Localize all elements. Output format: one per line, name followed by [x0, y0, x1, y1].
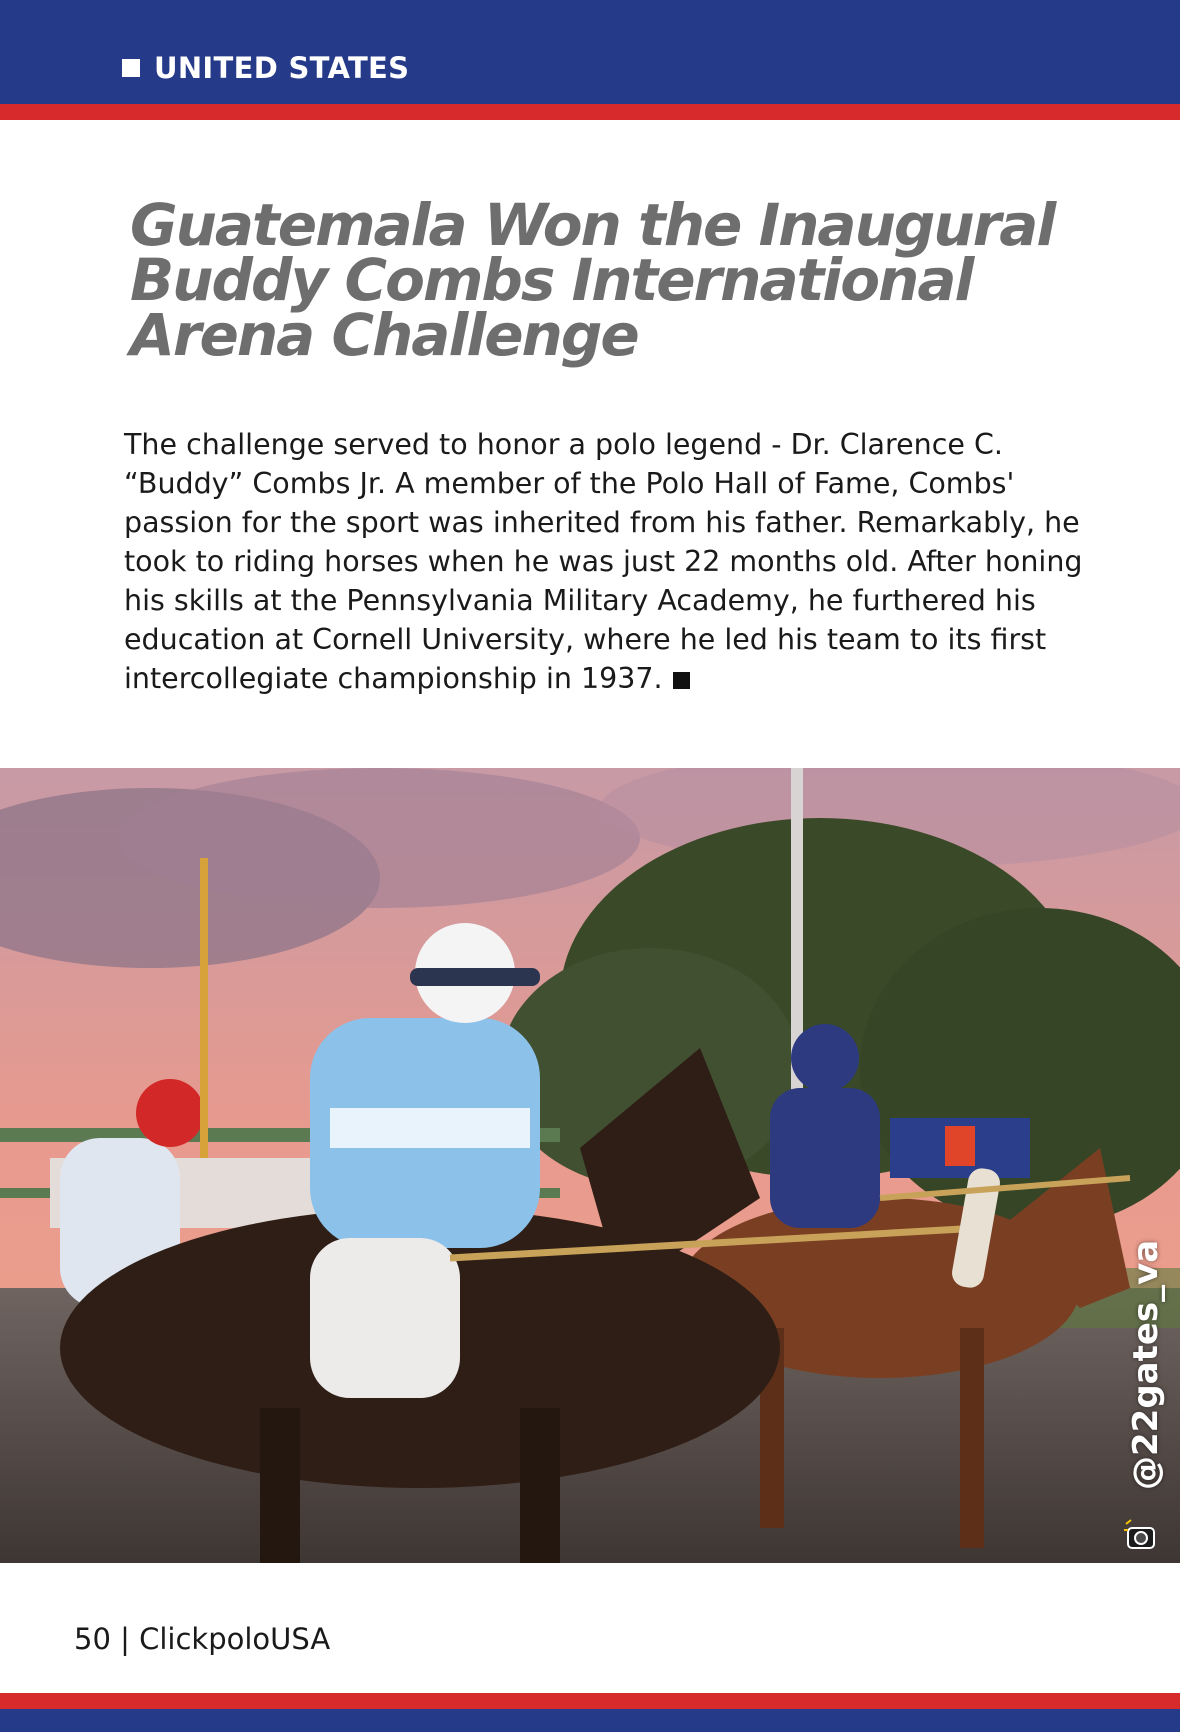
camera-icon	[1124, 1518, 1158, 1552]
article-body	[124, 425, 1084, 698]
page-footer: 50 | ClickpoloUSA	[74, 1622, 331, 1656]
square-bullet-icon	[122, 59, 140, 77]
header-stripe	[0, 104, 1180, 120]
article-headline	[130, 191, 1090, 369]
polo-match-image	[0, 768, 1180, 1563]
end-mark-icon	[673, 672, 690, 689]
headline-line: Arena Challenge	[130, 301, 638, 369]
photo-credit: @22gates_va	[1126, 1239, 1166, 1490]
footer-stripe	[0, 1693, 1180, 1709]
polo-photo	[0, 768, 1180, 1563]
footer-band	[0, 1709, 1180, 1732]
article-body-text: The challenge served to honor a polo legend - Dr. Clarence C. “Buddy” Combs Jr. A member of the Polo Hall of Fame, Combs' passion for the sport was inherited from his father. Remarkably, he took to riding horses when he was just 22 months old. After honing his skills at the Pennsylvania Military Academy, he furthered his education at Cornell University, where he led his team to its first intercollegiate championship in 1937.	[124, 428, 1083, 695]
headline-line: Buddy Combs International	[130, 246, 973, 314]
section-name: UNITED STATES	[154, 51, 410, 85]
section-label	[122, 46, 409, 90]
headline-line: Guatemala Won the Inaugural	[130, 191, 1055, 259]
